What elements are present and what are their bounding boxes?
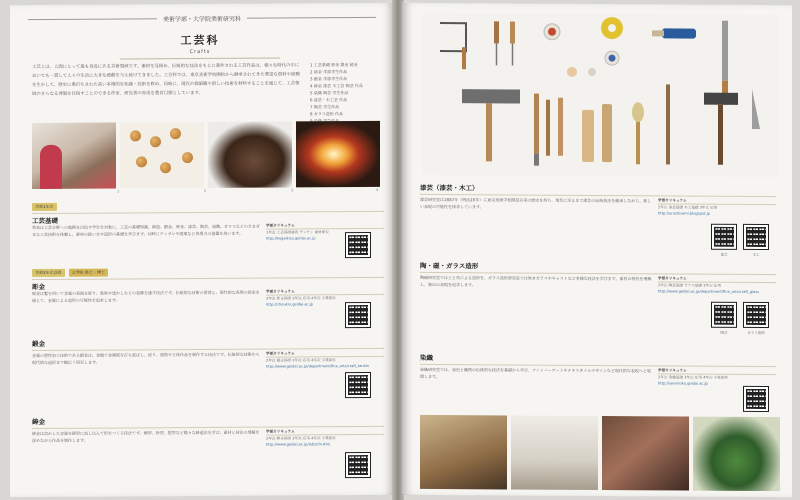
saw-icon: [440, 23, 466, 51]
section-textiles: [420, 353, 776, 419]
photo-strip-bottom: [420, 415, 780, 491]
qr-code[interactable]: [744, 387, 768, 411]
section-header: [420, 353, 776, 367]
section-text: 陶磁研究室では土と炎による造形を、ガラス造形研究室では吹きガラスやキャストなど多様な技法を学びます。素材の特性を理解し、独自の表現を追求します。: [420, 274, 652, 287]
year-tag: 学部1年次: [32, 203, 57, 211]
page-title: 工芸科: [180, 33, 220, 48]
qr-code[interactable]: [346, 373, 370, 397]
photo-caption-list: [310, 61, 384, 124]
chisel-icon: [534, 94, 539, 154]
qr-label: 陶芸: [720, 330, 728, 335]
photo-strip-top: [32, 121, 380, 189]
craft-tools-illustration: [422, 13, 778, 177]
section-craft-basics: [32, 201, 384, 271]
section-text: 将来は工芸分野への進路を目指す学生を対象に、工芸の基礎知識、鋳造、鍛金、彫金、漆芸、陶芸、染織、ガラスなどのさまざまな工芸技術を体験し、素材の扱い方や造形の基礎を学びます。同時にデッサンや図案など表現力の基盤を培います。: [32, 223, 260, 237]
photo-dyed-textile: [693, 417, 780, 492]
curriculum-title: 学部カリキュラム: [658, 368, 776, 375]
blade-icon: [752, 89, 760, 129]
lab-url-link[interactable]: http://www.geidai.ac.jp/labs/chukin/: [266, 442, 331, 447]
qr-label: 漆芸: [720, 252, 728, 257]
curriculum-text: 2年次 染織基礎 3年次 応用 4年次 卒業制作: [658, 375, 729, 381]
curriculum-title: 学部カリキュラム: [266, 429, 384, 436]
curriculum-title: 学部カリキュラム: [266, 289, 384, 296]
section-header: [32, 201, 384, 214]
caption-item: 5 染織 陶芸 学生作品: [310, 90, 349, 96]
section-title: 染織: [420, 353, 433, 362]
saw-handle-icon: [462, 47, 466, 69]
photo-student-weaving: [602, 416, 689, 491]
intro-paragraph: 工芸とは、人間にとって最も身近にある芸術領域です。素材を見極め、伝統的な技法をもとに制作される工芸作品は、様々な時代の中においても一貫して人々の生活に大きな感動を与え続けてきました。工芸科では、東京美術学校開校から継承されてきた豊富な資料や経験を生かして、歴史に裏打ちされた高い本格的な知識・技術を修め、同時に、現代の価値観や新しい技術を材料することを通じて、工芸領域のさらなる発展を目指すことのできる作家、研究者の育成を教育目標としています。: [32, 63, 300, 98]
clay-ball-icon: [567, 67, 577, 77]
photo-bronze-sculpture: [208, 121, 292, 188]
stylus-icon: [666, 84, 670, 164]
section-title: 鍛金: [32, 339, 45, 349]
section-header: [420, 183, 776, 197]
hammer-head-icon: [462, 89, 520, 103]
curriculum-text: 2年次 陶芸基礎 ガラス基礎 3年次 応用: [658, 283, 721, 289]
section-chokin: [32, 267, 384, 337]
caption-item: 3 鍛金 学部学生作品: [310, 76, 348, 82]
qr-code[interactable]: [744, 225, 768, 249]
section-header: [32, 415, 384, 429]
caption-item: 1 工芸基礎 彫金 鍛金 鋳金: [310, 62, 358, 68]
metal-hammer-icon: [704, 93, 738, 105]
photo-number: 2: [204, 188, 207, 193]
curriculum-title: 学部カリキュラム: [266, 351, 384, 358]
caption-item: 4 鋳金 漆芸 木工芸 陶芸 作品: [310, 83, 363, 89]
qr-code[interactable]: [712, 303, 736, 327]
chisel-icon: [558, 98, 563, 156]
photo-metal-ornaments: [120, 122, 204, 189]
photo-number: 1: [117, 189, 120, 194]
wood-spatula-icon: [602, 104, 612, 162]
kicker-text: 美術学部・大学院美術研究科: [157, 16, 247, 24]
page-subtitle: Crafts: [189, 48, 211, 56]
brush-icon: [662, 28, 696, 38]
section-text: 金属の塑性加工技術である鍛金は、金槌で金属板を打ち延ばし、絞り、器物や立体作品を制作する技法です。伝統的な技術から現代的な造形まで幅広く研究します。: [32, 351, 260, 365]
lab-url-link[interactable]: http://www.geidai.ac.jp/department/fine_arts/craft_tankin: [266, 363, 370, 369]
section-title: 陶・磁・ガラス造形: [420, 261, 479, 271]
right-page: [402, 3, 792, 497]
section-tankin: [32, 337, 384, 405]
photo-number: 4: [376, 187, 379, 192]
qr-code[interactable]: [346, 233, 370, 257]
section-title: 鋳金: [32, 417, 45, 427]
qr-code[interactable]: [346, 303, 370, 327]
spatula-icon: [722, 21, 728, 81]
section-title: 彫金: [32, 282, 45, 292]
grad-tag: 大学院 修士・博士: [69, 269, 108, 277]
curriculum-text: 1年次 工芸基礎演習 デッサン 素材研究: [266, 230, 329, 236]
left-page: [10, 3, 394, 497]
curriculum-title: 学部カリキュラム: [658, 198, 776, 205]
section-chukin: [32, 415, 384, 483]
curriculum-text: 2年次 漆芸基礎 木工基礎 3年次 応用: [658, 205, 718, 211]
year-tag: 学部2年次以降: [32, 269, 65, 277]
section-text: 染織研究室では、染色と織物の伝統的な技法を基礎から学び、ファイバーアートやテキスタイルデザインなど現代的な表現へと展開します。: [420, 366, 651, 379]
photo-molten-metal: [296, 121, 380, 188]
caption-item: 7 陶芸 学生作品: [310, 104, 340, 110]
qr-code[interactable]: [744, 303, 768, 327]
qr-code[interactable]: [346, 453, 370, 477]
section-text: 彫金は鏨を用いて金属の表面を彫り、象嵌や透かしなどの装飾を施す技法です。伝統的な技術の習得と、現代的な表現の探求を通じて、金属による造形の可能性を追求します。: [32, 289, 260, 303]
tools-photo: [422, 13, 778, 177]
curriculum-title: 学部カリキュラム: [658, 276, 776, 283]
section-text: 鋳金は溶かした金属を鋳型に流し込んで形をつくる技法です。蝋型、砂型、惣型など様々な鋳造法を学び、素材と技法の理解を深めながら作品を制作します。: [32, 429, 260, 443]
department-kicker: [10, 13, 394, 24]
section-header: [420, 261, 776, 275]
qr-label: ガラス造形: [747, 330, 765, 336]
section-header: [32, 267, 384, 280]
caption-item: 8 ガラス造形 作品: [310, 111, 343, 117]
caption-item: 2 彫金 学部学生作品: [310, 69, 348, 75]
lab-url-link[interactable]: http://kogeikiso.geidai.ac.jp: [266, 236, 316, 241]
lab-url-link[interactable]: http://www.geidai.ac.jp/department/fine_arts/craft_glass: [658, 289, 760, 294]
curriculum-text: 2年次 鋳金基礎 3年次 応用 4年次 卒業制作: [266, 436, 337, 442]
qr-code[interactable]: [712, 225, 736, 249]
awl-icon: [494, 21, 499, 43]
photo-number: 3: [291, 188, 294, 193]
photo-woodworking: [420, 415, 507, 490]
lab-url-link[interactable]: http://senshoku.geidai.ac.jp: [658, 381, 708, 386]
photo-ceramic-studio: [511, 415, 598, 490]
caption-item: 6 漆芸・木工芸 作品: [310, 97, 348, 103]
curriculum-text: 2年次 彫金基礎 3年次 応用 4年次 卒業制作: [266, 296, 337, 302]
hammer-handle-icon: [486, 103, 492, 161]
lab-url-link[interactable]: http://urushisemi.blogspot.jp: [658, 211, 710, 216]
curriculum-text: 2年次 鍛金基礎 3年次 応用 4年次 卒業制作: [266, 358, 337, 364]
photo-student-sculpting: [32, 123, 116, 190]
page-title-block: [120, 32, 280, 60]
curriculum-title: 学部カリキュラム: [266, 223, 384, 230]
chisel-icon: [546, 100, 550, 156]
section-title: 漆芸（漆芸・木工）: [420, 183, 479, 193]
section-text: 漆芸研究室は1887年（明治20年）に東京美術学校開設以来の歴史を持ち、現代に至るまで漆芸の伝統技法を継承しながら、新しい表現の可能性を探求しています。: [420, 196, 652, 209]
wood-spatula-icon: [582, 110, 594, 162]
lab-url-link[interactable]: http://choukin.geidai.ac.jp: [266, 302, 313, 307]
awl-icon: [510, 21, 515, 43]
section-header: [32, 337, 384, 351]
qr-label: 木工: [752, 252, 760, 257]
section-title: 工芸基礎: [32, 216, 58, 226]
